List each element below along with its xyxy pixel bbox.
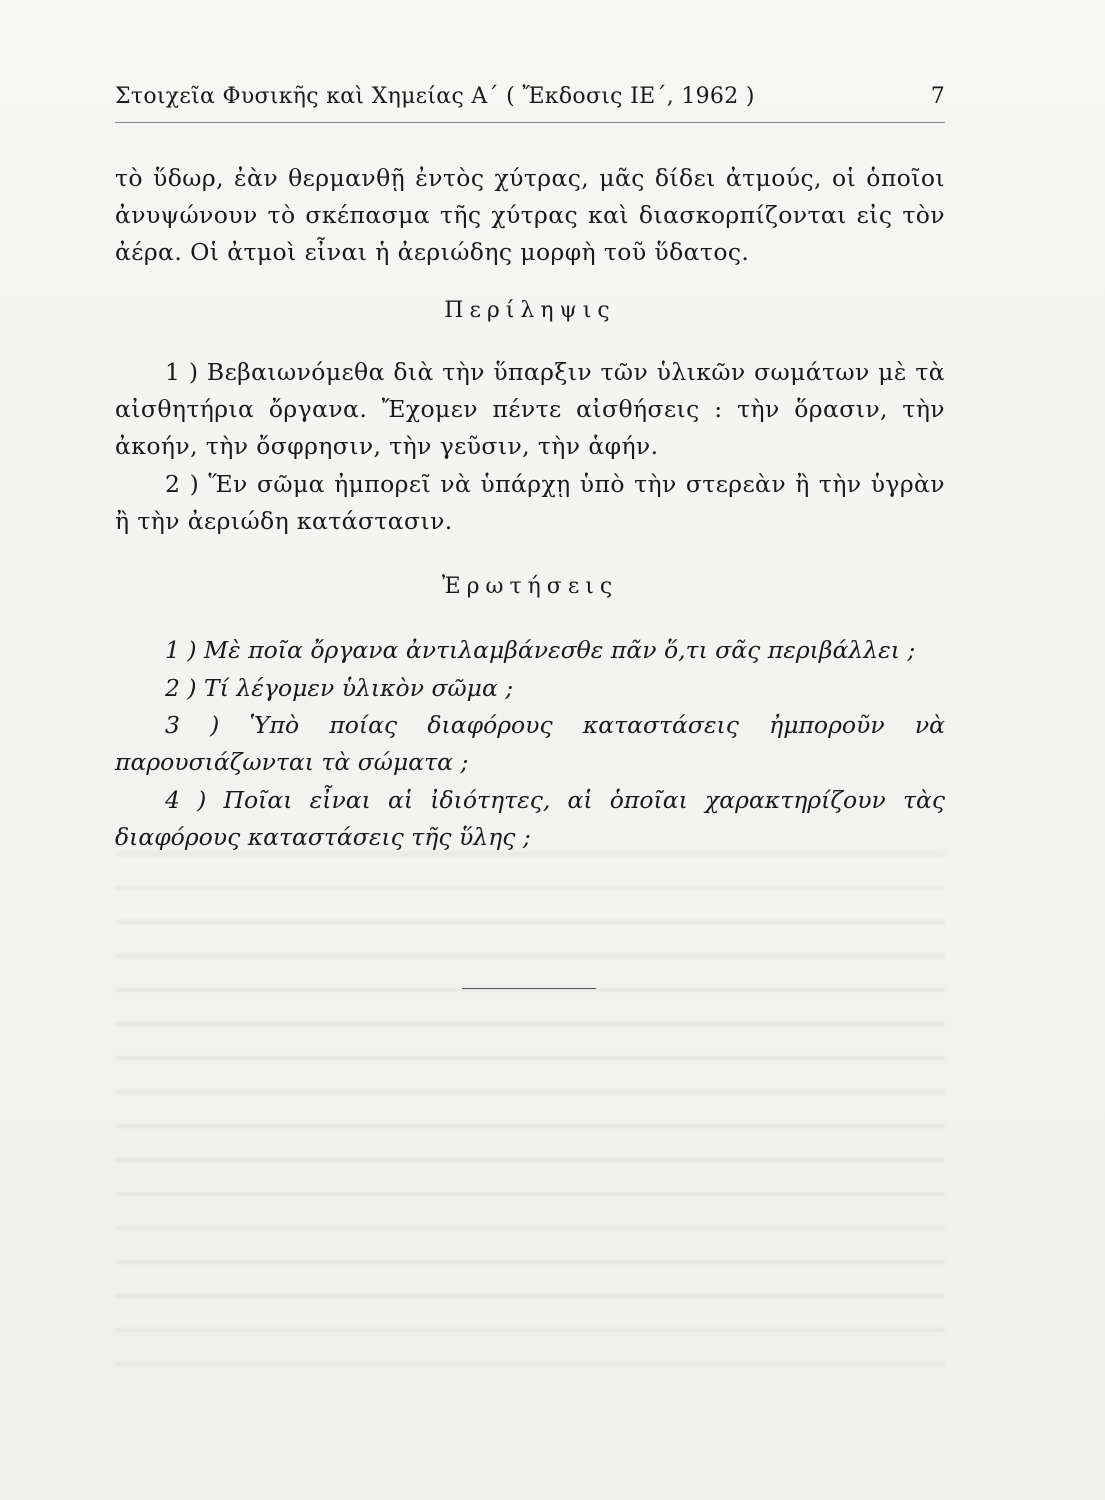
question-3: 3 ) Ὑπὸ ποίας διαφόρους καταστάσεις ἠμποροῦν νὰ παρουσιάζωνται τὰ σώματα ; bbox=[115, 711, 945, 776]
question-4: 4 ) Ποῖαι εἶναι αἱ ἰδιότητες, αἱ ὁποῖαι χαρακτηρίζουν τὰς διαφόρους καταστάσεις τῆς ὕλης ; bbox=[115, 786, 945, 851]
question-1: 1 ) Μὲ ποῖα ὄργανα ἀντιλαμβάνεσθε πᾶν ὅ,τι σᾶς περιβάλλει ; bbox=[165, 636, 916, 664]
question-2: 2 ) Τί λέγομεν ὑλικὸν σῶμα ; bbox=[165, 674, 514, 702]
summary-item-2: 2 ) Ἕν σῶμα ἠμπορεῖ νὰ ὑπάρχῃ ὑπὸ τὴν στερεὰν ἢ τὴν ὑγρὰν ἢ τὴν ἀεριώδη κατάστασιν. bbox=[115, 470, 945, 535]
intro-paragraph: τὸ ὕδωρ, ἐὰν θερμανθῇ ἐντὸς χύτρας, μᾶς δίδει ἀτμούς, οἱ ὁποῖοι ἀνυψώνουν τὸ σκέπασμα τῆς χύτρας καὶ διασκορπίζονται εἰς τὸν ἀέρα. Οἱ ἀτμοὶ εἶναι ἡ ἀεριώδης μορφὴ τοῦ ὕδατος. bbox=[115, 164, 945, 266]
end-rule bbox=[462, 988, 596, 989]
running-head-title: Στοιχεῖα Φυσικῆς καὶ Χημείας Α΄ ( Ἔκδοσις ΙΕ΄, 1962 ) bbox=[115, 84, 755, 109]
summary-heading: Περίληψις bbox=[444, 298, 616, 323]
questions-heading: Ἐρωτήσεις bbox=[441, 574, 619, 599]
bleed-through-texture bbox=[115, 830, 945, 1390]
page-number: 7 bbox=[930, 84, 945, 109]
header-rule bbox=[115, 122, 945, 123]
summary-item-1: 1 ) Βεβαιωνόμεθα διὰ τὴν ὕπαρξιν τῶν ὑλικῶν σωμάτων μὲ τὰ αἰσθητήρια ὄργανα. Ἔχομεν πέντε αἰσθήσεις : τὴν ὅρασιν, τὴν ἀκοήν, τὴν ὄσφρησιν, τὴν γεῦσιν, τὴν ἁφήν. bbox=[115, 358, 945, 460]
running-head bbox=[115, 84, 945, 118]
